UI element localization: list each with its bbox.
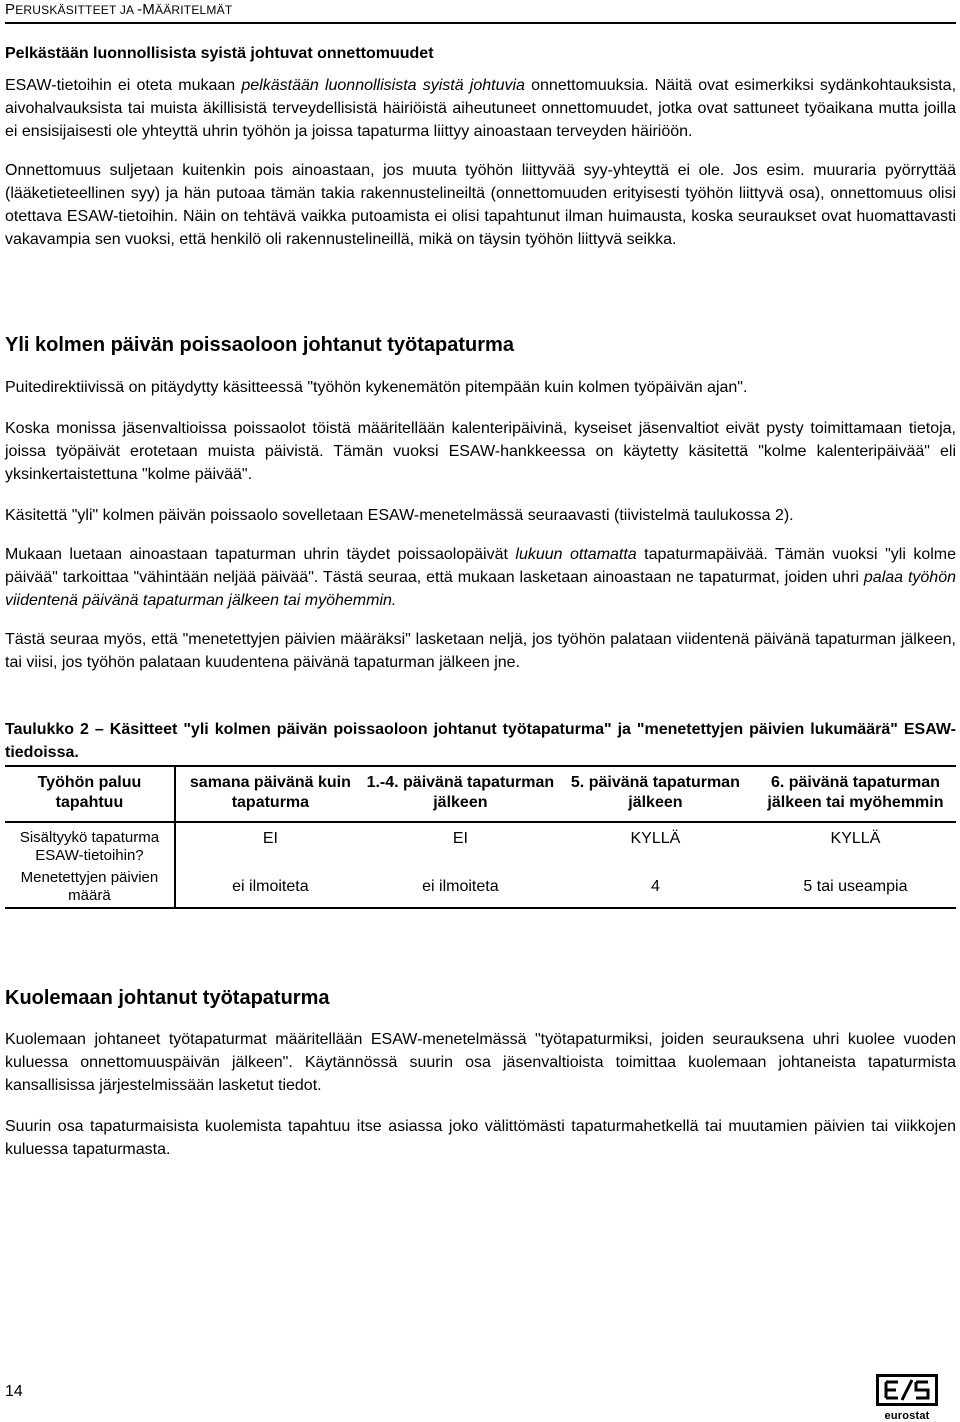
section-over-three-days xyxy=(5,332,956,674)
text-run-italic: palaa työhön viidentenä päivänä tapaturman jälkeen tai myöhemmin. xyxy=(5,569,956,609)
table-cell: EI xyxy=(262,830,278,847)
paragraph: Suurin osa tapaturmaisista kuolemista tapahtuu itse asiassa joko välittömästi tapaturmahetkellä tai muutamien päivien tai viikkojen kuluessa tapaturmasta. xyxy=(5,1118,956,1158)
section-heading: Yli kolmen päivän poissaoloon johtanut työtapaturma xyxy=(5,334,514,356)
eurostat-logo-icon xyxy=(876,1374,938,1406)
table-header-cell: 1.-4. päivänä tapaturman jälkeen xyxy=(365,766,556,822)
section-fatal xyxy=(5,985,956,1161)
paragraph: Onnettomuus suljetaan kuitenkin pois ainoastaan, jos muuta työhön liittyvää syy-yhteyttä ei ole. Jos esim. muuraria pyörryttää (lääketieteellinen syy) ja hän putoaa tämän takia rakennustelineiltä (onnettomuuden erityisesti työhön liittyvä osa), onnettomuus olisi otettava ESAW-tietoihin. Näin on tehtävä vaikka putoamista ei olisi tapahtunut ilman huimausta, koska seuraukset ovat huomattavasti vakavampia sen vuoksi, että henkilö oli rakennustelineillä, mikä on täysin työhön liittyvä seikka. xyxy=(5,162,956,248)
paragraph: Koska monissa jäsenvaltioissa poissaolot töistä määritellään kalenteripäivinä, kyseiset jäsenvaltiot eivät pysty toimittamaan tietoja, joissa työpäivät erotetaan muista päivistä. Tämän vuoksi ESAW-hankkeessa on käytetty käsitettä "kolme kalenteripäivää" eli yksinkertaistettuna "kolme päivää". xyxy=(5,420,956,483)
table-cell: 5 tai useampia xyxy=(755,869,956,908)
paragraph xyxy=(5,74,956,143)
eurostat-logo xyxy=(876,1374,938,1422)
text-run: Mukaan luetaan ainoastaan tapaturman uhrin täydet poissaolopäivät xyxy=(5,546,516,563)
table-cell: ei ilmoiteta xyxy=(175,869,365,908)
table-row xyxy=(5,822,956,869)
header-title-part: ÄÄRITELMÄT xyxy=(155,3,233,17)
header-title-part: P xyxy=(5,1,16,18)
table-header-cell: samana päivänä kuin tapaturma xyxy=(175,766,365,822)
table-cell: EI xyxy=(452,830,468,847)
logo-wordmark: eurostat xyxy=(884,1410,930,1422)
paragraph: Kuolemaan johtaneet työtapaturmat määritellään ESAW-menetelmässä "työtapaturmiksi, joiden seurauksena uhri kuolee vuoden kuluessa onnettomuuspäivän jälkeen". Käytännössä suurin osa jäsenvaltioista toimittaa kuolemaan johtaneista tapaturmista kansallisissa järjestelmissään lasketut tiedot. xyxy=(5,1031,956,1094)
text-run: onnettomuuksia. Näitä ovat esimerkiksi sydänkohtauksista, aivohalvauksista tai muista äkillisistä terveydellisistä häiriöistä aiheutuneet onnettomuudet, jotka ovat sattuneet työaikana mutta joilla ei ensisijaisesti ole yhteyttä uhrin työhön ja joissa tapaturma liittyy ainoastaan terveyden häiriöön. xyxy=(5,77,957,140)
text-run-italic: pelkästään luonnollisista syistä johtuvia xyxy=(241,77,525,94)
table-cell: ei ilmoiteta xyxy=(365,869,556,908)
page-number: 14 xyxy=(5,1383,23,1400)
section-heading: Kuolemaan johtanut työtapaturma xyxy=(5,987,330,1009)
table-cell: KYLLÄ xyxy=(830,830,881,847)
section-heading: Pelkästään luonnollisista syistä johtuvat onnettomuudet xyxy=(5,45,434,62)
page-header xyxy=(5,0,956,19)
table-row xyxy=(5,869,956,908)
header-title-part: ERUSKÄSITTEET JA xyxy=(15,3,138,17)
table-row-label: Menetettyjen päivien määrä xyxy=(5,869,175,908)
table-cell: 4 xyxy=(556,869,755,908)
table-header-row xyxy=(5,766,956,822)
text-run: ESAW-tietoihin ei oteta mukaan xyxy=(5,77,242,94)
paragraph: Käsitettä "yli" kolmen päivän poissaolo sovelletaan ESAW-menetelmässä seuraavasti (tiivistelmä taulukossa 2). xyxy=(5,507,794,524)
text-run-italic: lukuun ottamatta xyxy=(515,546,637,563)
table-header-cell: Työhön paluu tapahtuu xyxy=(5,766,175,822)
table-cell: KYLLÄ xyxy=(630,830,681,847)
table-row-label: Sisältyykö tapaturma ESAW-tietoihin? xyxy=(5,822,175,869)
table-caption: Taulukko 2 – Käsitteet "yli kolmen päivän poissaoloon johtanut työtapaturma" ja "menetettyjen päivien lukumäärä" ESAW-tiedoissa. xyxy=(5,721,956,761)
header-divider xyxy=(5,22,956,24)
table-header-cell: 6. päivänä tapaturman jälkeen tai myöhemmin xyxy=(755,766,956,822)
summary-table xyxy=(5,765,956,909)
text-run: tapaturmapäivää. Tämän vuoksi "yli kolme päivää" tarkoittaa "vähintään neljää päivää". Tästä seuraa, että mukaan lasketaan ainoastaan ne tapaturmat, joiden uhri xyxy=(5,546,957,586)
paragraph: Puitedirektiivissä on pitäydytty käsitteessä "työhön kykenemätön pitempään kuin kolmen työpäivän ajan". xyxy=(5,379,748,396)
table-header-cell: 5. päivänä tapaturman jälkeen xyxy=(556,766,755,822)
header-title-part: -M xyxy=(137,1,155,18)
running-header-title xyxy=(5,0,956,19)
paragraph: Tästä seuraa myös, että "menetettyjen päivien määräksi" lasketaan neljä, jos työhön palataan viidentenä päivänä tapaturman jälkeen, tai viisi, jos työhön palataan kuudentena päivänä tapaturman jälkeen jne. xyxy=(5,631,956,671)
section-natural-causes xyxy=(5,43,956,251)
paragraph xyxy=(5,543,956,612)
